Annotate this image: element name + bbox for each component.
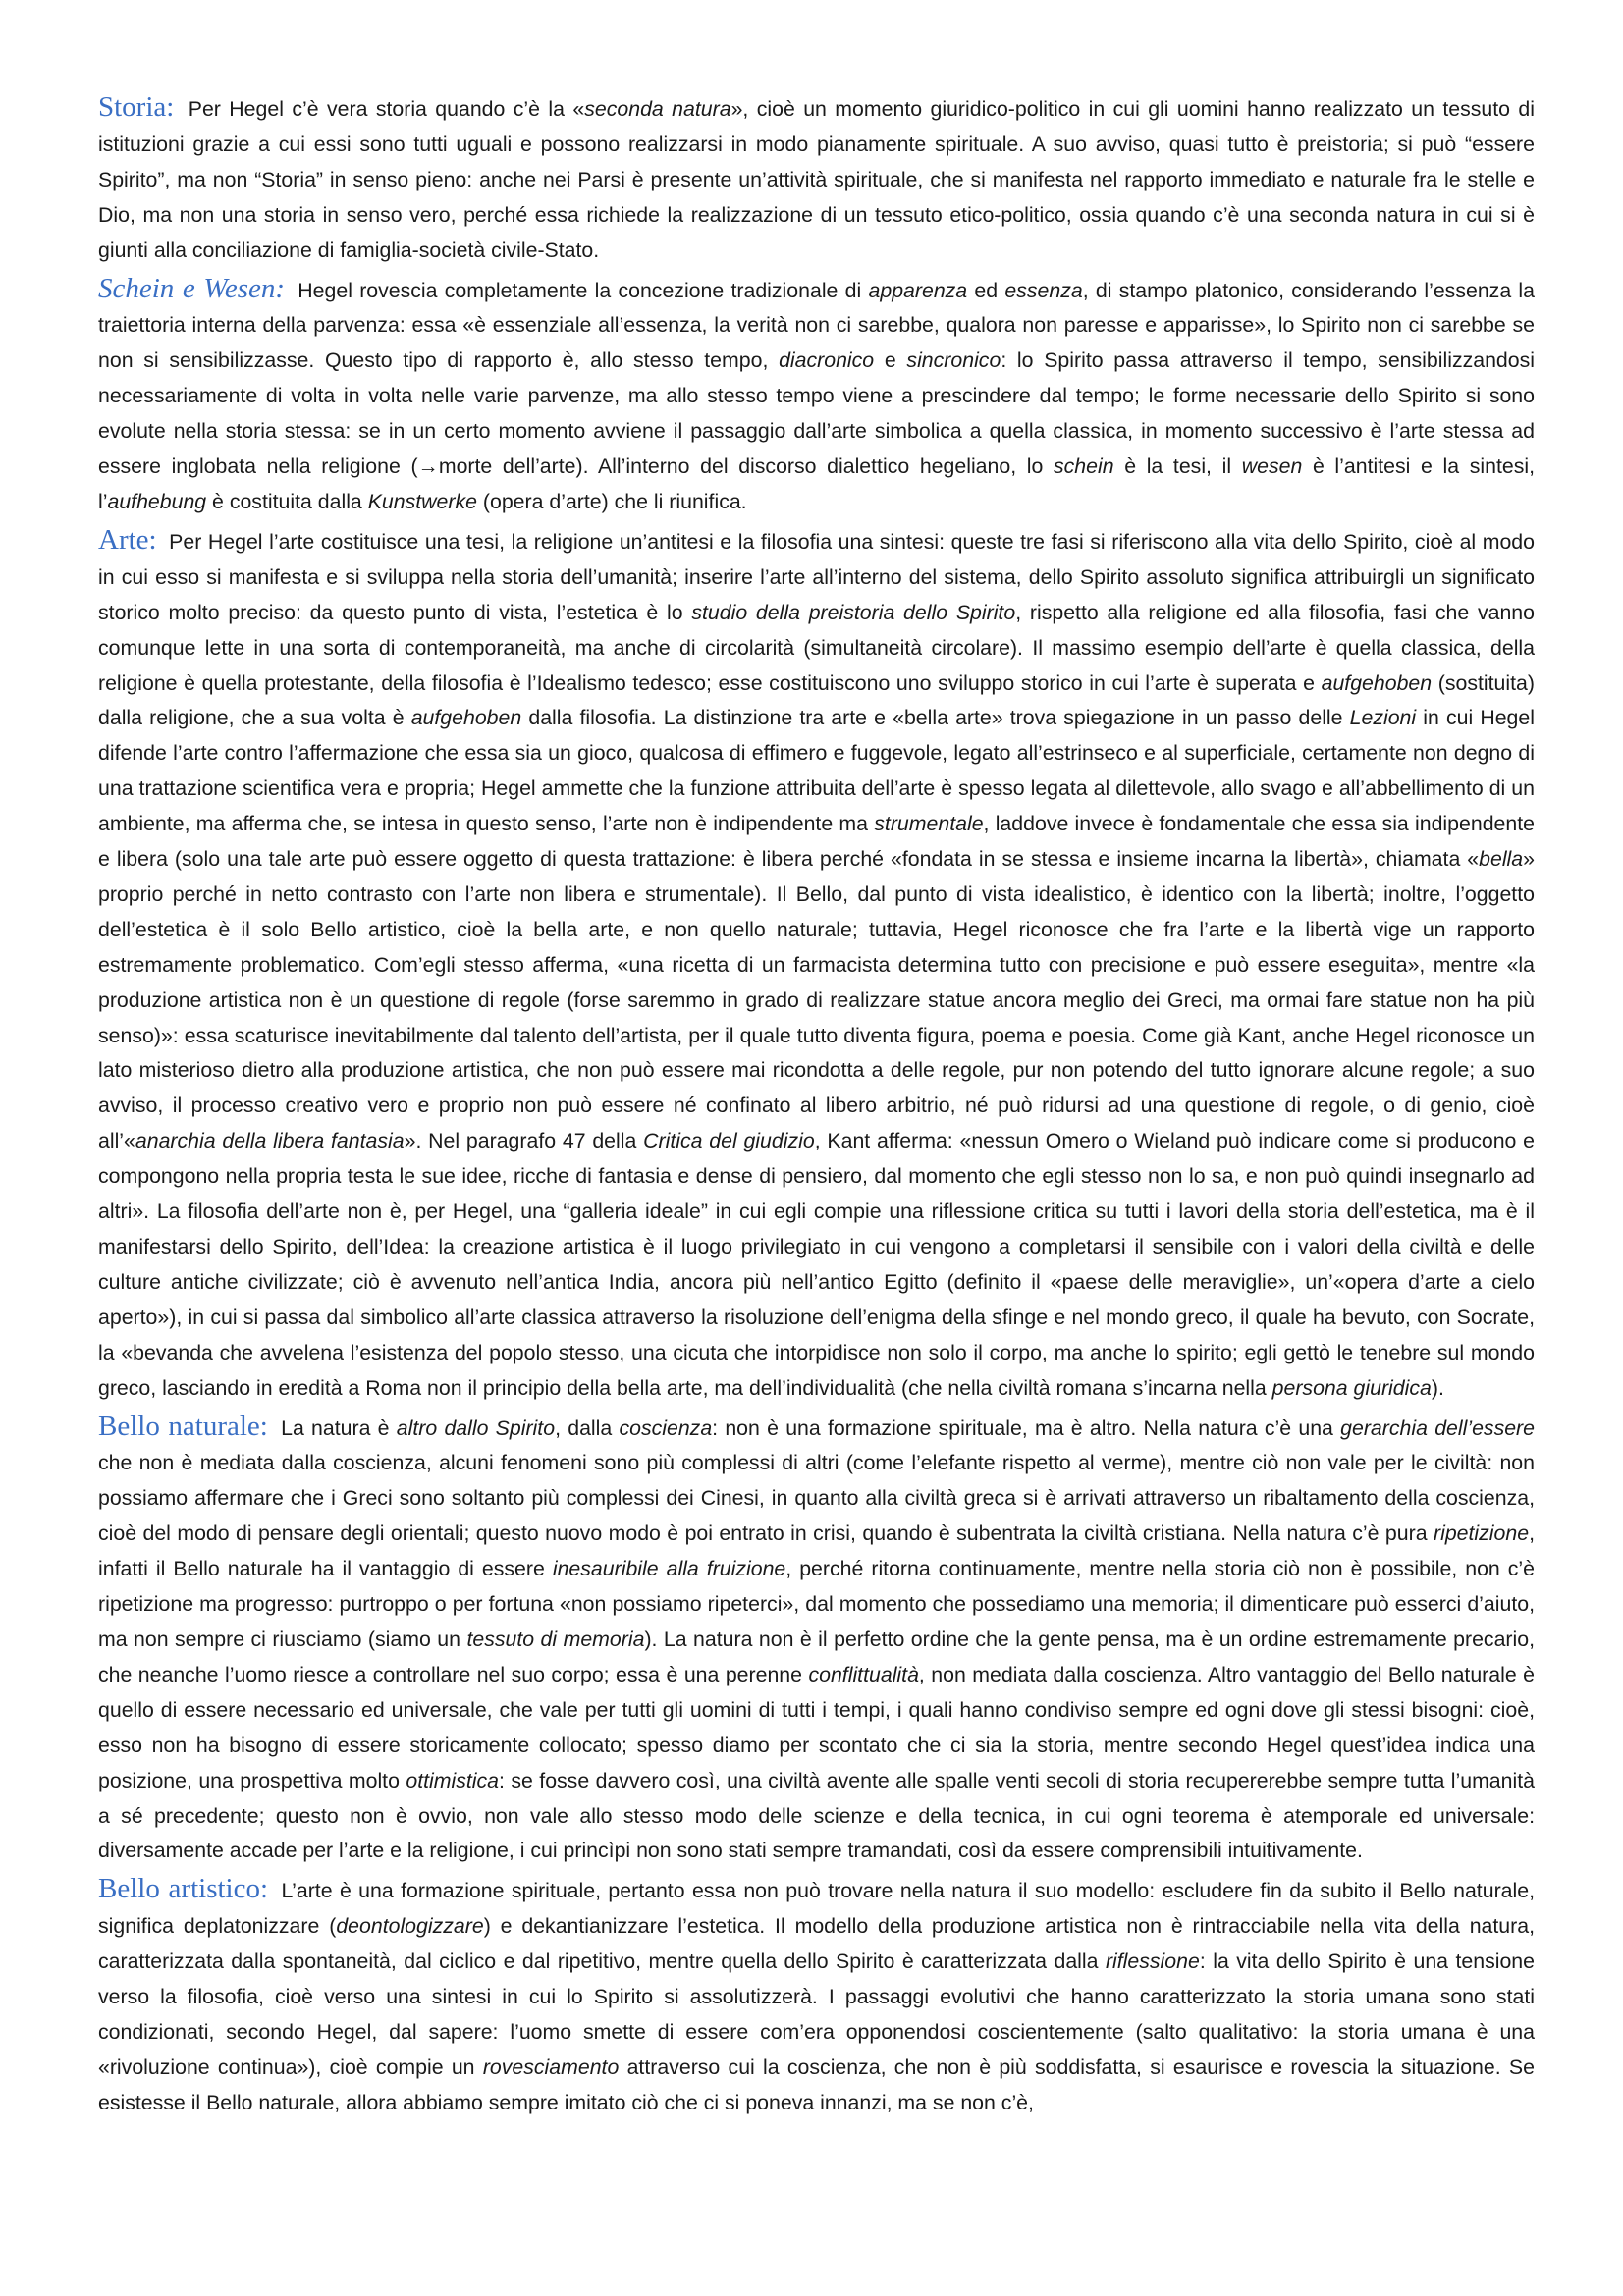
body-text: , laddove invece è fondamentale che essa sia indipendente e libera (solo una tale arte può essere oggetto di questa trattazione: è libera perché «fondata in se stessa e insieme incarna la libertà», chiamata «: [98, 812, 1535, 872]
emphasis-text: seconda natura: [584, 97, 731, 121]
emphasis-text: Kunstwerke: [367, 489, 477, 513]
emphasis-text: conflittualità: [808, 1662, 919, 1686]
body-text: , non mediata dalla coscienza. Altro vantaggio del Bello naturale è quello di essere necessario ed universale, che vale per tutti gli uomini di tutti i tempi, i quali hanno condiviso sempre ed ogni dove gli stessi bisogni: cioè, esso non ha bisogno di essere storicamente collocato; spesso diamo per scontato che ci sia la storia, mentre secondo Hegel quest’idea indica una posizione, una prospettiva molto: [98, 1662, 1536, 1792]
body-text: Per Hegel c’è vera storia quando c’è la «: [180, 97, 585, 121]
body-text: dalla filosofia. La distinzione tra arte e «bella arte» trova spiegazione in un passo delle: [521, 706, 1350, 730]
section-bello-naturale: [98, 1410, 1535, 1870]
emphasis-text: ottimistica: [406, 1768, 500, 1792]
emphasis-text: anarchia della libera fantasia: [135, 1129, 405, 1153]
body-text: è costituita dalla: [206, 489, 368, 513]
body-text: Per Hegel l’arte costituisce una tesi, la religione un’antitesi e la filosofia una sintesi: queste tre fasi si riferiscono alla vita dello Spirito, cioè al modo in cui esso si manifesta e si sviluppa nella storia dell’umanità; inserire l’arte all’interno del sistema, dello Spirito assoluto significa attribuirgli un significato storico molto preciso: da questo punto di vista, l’estetica è lo: [98, 529, 1535, 624]
body-text: : la vita dello Spirito è una tensione verso la filosofia, cioè verso una sintesi in cui lo Spirito si assolutizzerà. I passaggi evolutivi che hanno caratterizzato la storia umana sono stati condizionati, secondo Hegel, dal sapere: l’uomo smette di essere com’era opponendosi coscientemente (salto qualitativo: la storia umana è una «rivoluzione continua»), cioè compie un: [98, 1949, 1535, 2079]
body-text: La natura è: [273, 1415, 397, 1440]
emphasis-text: aufgehoben: [1321, 670, 1433, 695]
emphasis-text: coscienza: [619, 1415, 713, 1440]
body-text: ).: [1431, 1375, 1444, 1400]
body-text: (opera d’arte) che li riunifica.: [476, 489, 747, 513]
section-schein-wesen: [98, 272, 1535, 520]
body-text: e: [874, 348, 907, 373]
emphasis-text: schein: [1054, 454, 1114, 479]
emphasis-text: Critica del giudizio: [643, 1129, 815, 1153]
body-text: », cioè un momento giuridico-politico in cui gli uomini hanno realizzato un tessuto di istituzioni grazie a cui essi sono tutti uguali e possono realizzarsi in modo pianamente spirituale. A suo avviso, quasi tutto è preistoria; si può “essere Spirito”, ma non “Storia” in senso pieno: anche nei Parsi è presente un’attività spirituale, che si manifesta nel rapporto immediato e naturale fra le stelle e Dio, ma non una storia in senso vero, perché essa richiede la realizzazione di un tessuto etico-politico, ossia quando c’è una seconda natura in cui si è giunti alla conciliazione di famiglia-società civile-Stato.: [98, 97, 1535, 262]
body-text: : se fosse davvero così, una civiltà avente alle spalle venti secoli di storia recupererebbe sempre tutta l’umanità a sé precedente; questo non è ovvio, non vale allo stesso modo delle scienze e della tecnica, in cui ogni teorema è atemporale ed universale: diversamente accade per l’arte e la religione, i cui princìpi non sono stati sempre tramandati, così da essere comprensibili intuitivamente.: [98, 1768, 1535, 1863]
body-text: ed: [967, 278, 1005, 302]
body-text: » proprio perché in netto contrasto con l’arte non libera e strumentale). Il Bello, dal punto di vista idealistico, è identico con la libertà; inoltre, l’oggetto dell’estetica è il solo Bello artistico, cioè la bella arte, e non quello naturale; tuttavia, Hegel riconosce che fra l’arte e la libertà vige un rapporto estremamente problematico. Com’egli stesso afferma, «una ricetta di un farmacista determina tutto con precisione e può essere eseguita», mentre «la produzione artistica non è un questione di regole (forse saremmo in grado di realizzare statue ancora meglio dei Greci, ma ormai fare statue non ha più senso)»: essa scaturisce inevitabilmente dal talento dell’artista, per il quale tutto diventa figura, poema e poesia. Come già Kant, anche Hegel riconosce un lato misterioso dietro alla produzione artistica, che non può essere mai ricondotta a delle regole, pur non potendo del tutto ignorare alcune regole; a suo avviso, il processo creativo vero e proprio non può essere né confinato al libero arbitrio, né può ridursi ad una questione di regole, o di genio, cioè all’«: [98, 847, 1535, 1153]
section-bello-artistico: [98, 1872, 1535, 2120]
section-heading: Bello artistico:: [98, 1873, 269, 1905]
section-heading: Arte:: [98, 523, 157, 556]
body-text: L’arte è una formazione spirituale, pertanto essa non può trovare nella natura il suo modello: escludere fin da subito il Bello naturale, significa deplatonizzare (: [98, 1879, 1536, 1939]
emphasis-text: riflessione: [1105, 1949, 1200, 1974]
body-text: attraverso cui la coscienza, che non è più soddisfatta, si esaurisce e rovescia la situazione. Se esistesse il Bello naturale, allora abbiamo sempre imitato ciò che ci si poneva innanzi, ma se non c’è,: [98, 2055, 1535, 2114]
body-text: , Kant afferma: «nessun Omero o Wieland può indicare come si producono e compongono nella propria testa le sue idee, ricche di fantasia e dense di pensiero, dal momento che egli stesso non lo sa, e non può quindi insegnarlo ad altri». La filosofia dell’arte non è, per Hegel, una “galleria ideale” in cui egli compie una riflessione critica su tutti i lavori della storia dell’estetica, ma è il manifestarsi dello Spirito, dell’Idea: la creazione artistica è il luogo privilegiato in cui vengono a completarsi il sensibile con i valori della civiltà e delle culture antiche civilizzate; ciò è avvenuto nell’antica India, ancora più nell’antico Egitto (definito il «paese delle meraviglie», un’«opera d’arte a cielo aperto»), in cui si passa dal simbolico all’arte classica attraverso la risoluzione dell’enigma della sfinge e nel mondo greco, il quale ha bevuto, con Socrate, la «bevanda che avvelena l’esistenza del popolo stesso, una cicuta che intorpidisce non solo il corpo, ma anche lo spirito; egli gettò le tenebre sul mondo greco, lasciando in eredità a Roma non il principio della bella arte, ma dell’individualità (che nella civiltà romana s’incarna nella: [98, 1129, 1536, 1400]
emphasis-text: essenza: [1004, 278, 1083, 302]
body-text: , di stampo platonico, considerando l’essenza la traiettoria interna della parvenza: essa «è essenziale all’essenza, la verità non ci sarebbe, qualora non paresse e apparisse», lo Spirito non ci sarebbe se non si sensibilizzasse. Questo tipo di rapporto è, allo stesso tempo,: [98, 278, 1535, 373]
emphasis-text: studio della preistoria dello Spirito: [691, 600, 1016, 624]
emphasis-text: wesen: [1241, 454, 1303, 479]
emphasis-text: diacronico: [779, 348, 875, 373]
body-text: ). La natura non è il perfetto ordine che la gente pensa, ma è un ordine estremamente precario, che neanche l’uomo riesce a controllare nel suo corpo; essa è una perenne: [98, 1627, 1535, 1686]
body-text: è la tesi, il: [1113, 454, 1242, 479]
body-text: che non è mediata dalla coscienza, alcuni fenomeni sono più complessi di altri (come l’elefante rispetto al verme), mentre ciò non vale per le civiltà: non possiamo affermare che i Greci sono soltanto più complessi dei Cinesi, in quanto alla civiltà greca si è arrivati attraverso un ribaltamento della coscienza, cioè del modo di pensare degli orientali; questo nuovo modo è poi entrato in crisi, quando è subentrata la civiltà cristiana. Nella natura c’è pura: [98, 1451, 1535, 1546]
section-heading: Schein e Wesen:: [98, 272, 286, 304]
emphasis-text: ripetizione: [1434, 1522, 1530, 1546]
body-text: , rispetto alla religione ed alla filosofia, fasi che vanno comunque lette in una sorta di contemporaneità, ma anche di circolarità (simultaneità circolare). Il massimo esempio dell’arte è quella classica, della religione è quella protestante, della filosofia è l’Idealismo tedesco; esse costituiscono uno sviluppo storico in cui l’arte è superata e: [98, 600, 1535, 695]
body-text: (sostituita) dalla religione, che a sua volta è: [98, 670, 1535, 730]
emphasis-text: tessuto di memoria: [466, 1627, 645, 1651]
emphasis-text: apparenza: [868, 278, 968, 302]
emphasis-text: sincronico: [906, 348, 1001, 373]
body-text: : non è una formazione spirituale, ma è altro. Nella natura c’è una: [712, 1415, 1341, 1440]
body-text: ) e dekantianizzare l’estetica. Il modello della produzione artistica non è rintracciabile nella vita della natura, caratterizzata dalla spontaneità, dal ciclico e dal ripetitivo, mentre quella dello Spirito è caratterizzata dalla: [98, 1914, 1536, 1974]
section-storia: [98, 90, 1535, 269]
section-heading: Storia:: [98, 91, 175, 123]
section-arte: [98, 523, 1535, 1407]
body-text: : lo Spirito passa attraverso il tempo, sensibilizzandosi necessariamente di volta in volta nelle varie parvenze, ma allo stesso tempo viene a prescindere dal tempo; le forme necessarie dello Spirito si sono evolute nella storia stessa: se in un certo momento avviene il passaggio dall’arte simbolica a quella classica, in momento successivo è l’arte stessa ad essere inglobata nella religione (→morte dell’arte). All’interno del discorso dialettico hegeliano, lo: [98, 348, 1535, 479]
emphasis-text: gerarchia dell’essere: [1340, 1415, 1535, 1440]
emphasis-text: altro dallo Spirito: [396, 1415, 556, 1440]
emphasis-text: persona giuridica: [1271, 1375, 1432, 1400]
emphasis-text: rovesciamento: [482, 2055, 620, 2079]
document-page: [98, 90, 1535, 2124]
section-heading: Bello naturale:: [98, 1410, 268, 1442]
emphasis-text: inesauribile alla fruizione: [552, 1557, 786, 1581]
emphasis-text: deontologizzare: [336, 1914, 484, 1939]
emphasis-text: aufhebung: [107, 489, 207, 513]
emphasis-text: strumentale: [874, 812, 984, 836]
emphasis-text: bella: [1479, 847, 1524, 872]
body-text: in cui Hegel difende l’arte contro l’affermazione che essa sia un gioco, qualcosa di effimero e fuggevole, legato all’estrinseco e al superficiale, certamente non degno di una trattazione scientifica vera e propria; Hegel ammette che la funzione attribuita dell’arte è spesso legata al dilettevole, allo svago e all’abbellimento di un ambiente, ma afferma che, se intesa in questo senso, l’arte non è indipendente ma: [98, 706, 1535, 836]
body-text: è l’antitesi e la sintesi, l’: [98, 454, 1536, 513]
emphasis-text: Lezioni: [1349, 706, 1417, 730]
emphasis-text: aufgehoben: [410, 706, 522, 730]
body-text: , dalla: [555, 1415, 620, 1440]
body-text: , perché ritorna continuamente, mentre nella storia ciò non è possibile, non c’è ripetizione ma progresso: purtroppo o per fortuna «non possiamo ripeterci», dal momento che possediamo una memoria; il dimenticare può esserci d’aiuto, ma non sempre ci riusciamo (siamo un: [98, 1557, 1536, 1651]
body-text: Hegel rovescia completamente la concezione tradizionale di: [291, 278, 869, 302]
body-text: , infatti il Bello naturale ha il vantaggio di essere: [98, 1522, 1535, 1581]
body-text: ». Nel paragrafo 47 della: [404, 1129, 644, 1153]
